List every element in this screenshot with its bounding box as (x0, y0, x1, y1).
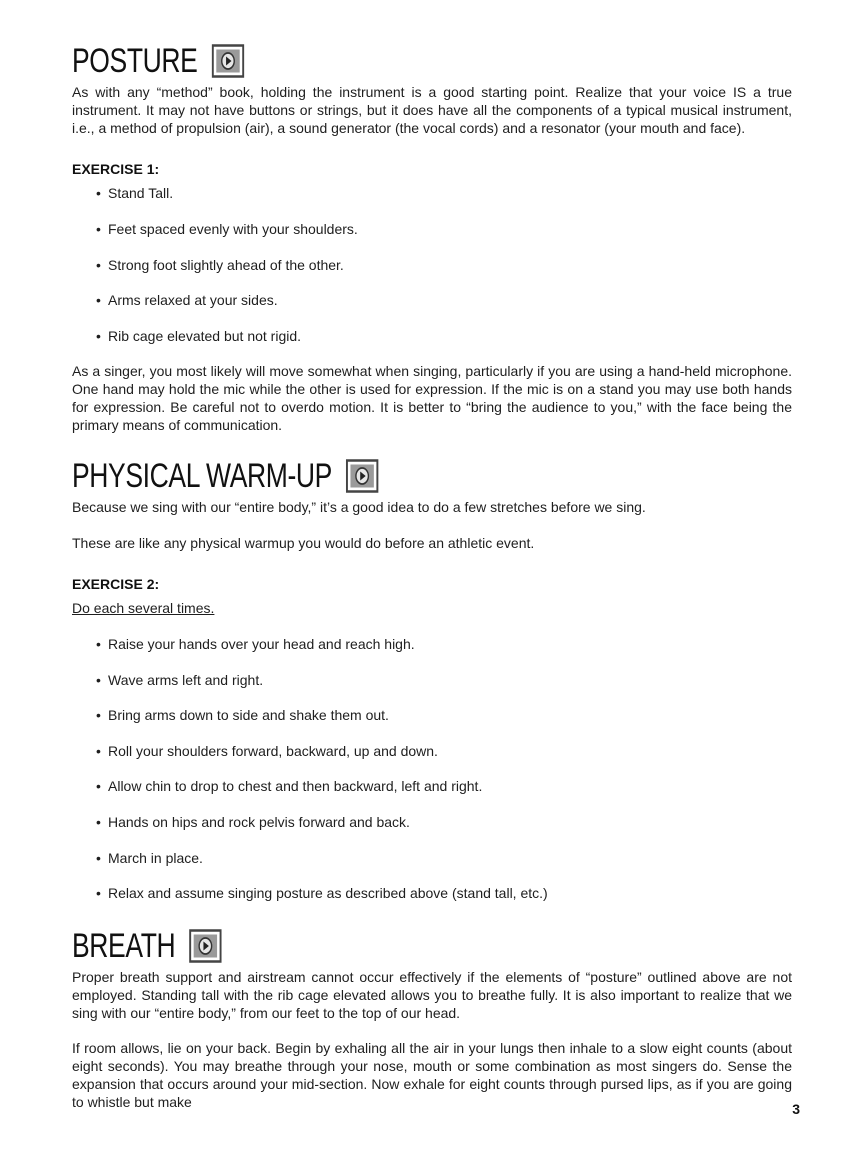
list-item: • Feet spaced evenly with your shoulders. (96, 221, 358, 237)
breath-heading (72, 929, 222, 963)
list-item: • Roll your shoulders forward, backward, up and down. (96, 743, 438, 759)
bullet-icon: • (96, 814, 101, 830)
list-item: • Relax and assume singing posture as described above (stand tall, etc.) (96, 885, 548, 901)
posture-intro: As with any “method” book, holding the instrument is a good starting point. Realize that your voice IS a true instrument. It may not have buttons or strings, but it does have all the components of a typical musical instrument, i.e., a method of propulsion (air), a sound generator (the vocal cords) and a resonator (your mouth and face). (72, 84, 792, 136)
bullet-icon: • (96, 778, 101, 794)
posture-heading (72, 44, 244, 78)
bullet-icon: • (96, 636, 101, 652)
breath-paragraph-1: Proper breath support and airstream cannot occur effectively if the elements of “posture” outlined above are not employed. Standing tall with the rib cage elevated allows you to breathe fully. It is also important to realize that we sing with our “entire body,” from our feet to the top of our head. (72, 969, 792, 1021)
play-video-icon[interactable] (346, 459, 379, 493)
warmup-intro-1: Because we sing with our “entire body,” it’s a good idea to do a few stretches before we sing. (72, 499, 646, 515)
bullet-icon: • (96, 850, 101, 866)
bullet-icon: • (96, 185, 101, 201)
list-item: • Bring arms down to side and shake them out. (96, 707, 389, 723)
bullet-icon: • (96, 292, 101, 308)
exercise-1-label: EXERCISE 1: (72, 161, 160, 177)
page-number: 3 (792, 1101, 800, 1117)
bullet-icon: • (96, 885, 101, 901)
list-item: • Wave arms left and right. (96, 672, 264, 688)
bullet-icon: • (96, 743, 101, 759)
warmup-intro-2: These are like any physical warmup you would do before an athletic event. (72, 535, 535, 551)
list-item: • Raise your hands over your head and reach high. (96, 636, 415, 652)
warmup-heading-text: PHYSICAL WARM-UP (72, 457, 332, 495)
list-item: • March in place. (96, 850, 203, 866)
bullet-icon: • (96, 672, 101, 688)
bullet-icon: • (96, 328, 101, 344)
warmup-heading (72, 459, 379, 493)
list-item: • Arms relaxed at your sides. (96, 292, 278, 308)
bullet-icon: • (96, 707, 101, 723)
bullet-icon: • (96, 221, 101, 237)
breath-paragraph-2: If room allows, lie on your back. Begin by exhaling all the air in your lungs then inhale to a slow eight counts (about eight seconds). You may breathe through your nose, mouth or some combination as most singers do. Sense the expansion that occurs around your mid-section. Now exhale for eight counts through pursed lips, as if you are going to whistle but make (72, 1040, 792, 1110)
breath-heading-text: BREATH (72, 927, 176, 965)
posture-heading-text: POSTURE (72, 42, 198, 80)
list-item: • Hands on hips and rock pelvis forward and back. (96, 814, 410, 830)
list-item: • Rib cage elevated but not rigid. (96, 328, 302, 344)
list-item: • Strong foot slightly ahead of the other. (96, 257, 344, 273)
exercise-2-label: EXERCISE 2: (72, 576, 160, 592)
list-item: • Stand Tall. (96, 185, 174, 201)
posture-closing: As a singer, you most likely will move somewhat when singing, particularly if you are using a hand-held microphone. One hand may hold the mic while the other is used for expression. If the mic is on a stand you may use both hands for expression. Be careful not to overdo motion. It is better to “bring the audience to you,” with the face being the primary means of communication. (72, 363, 792, 433)
play-video-icon[interactable] (212, 44, 245, 78)
list-item: • Allow chin to drop to chest and then backward, left and right. (96, 778, 483, 794)
bullet-icon: • (96, 257, 101, 273)
play-video-icon[interactable] (189, 929, 222, 963)
exercise-2-instruction: Do each several times. (72, 600, 215, 616)
